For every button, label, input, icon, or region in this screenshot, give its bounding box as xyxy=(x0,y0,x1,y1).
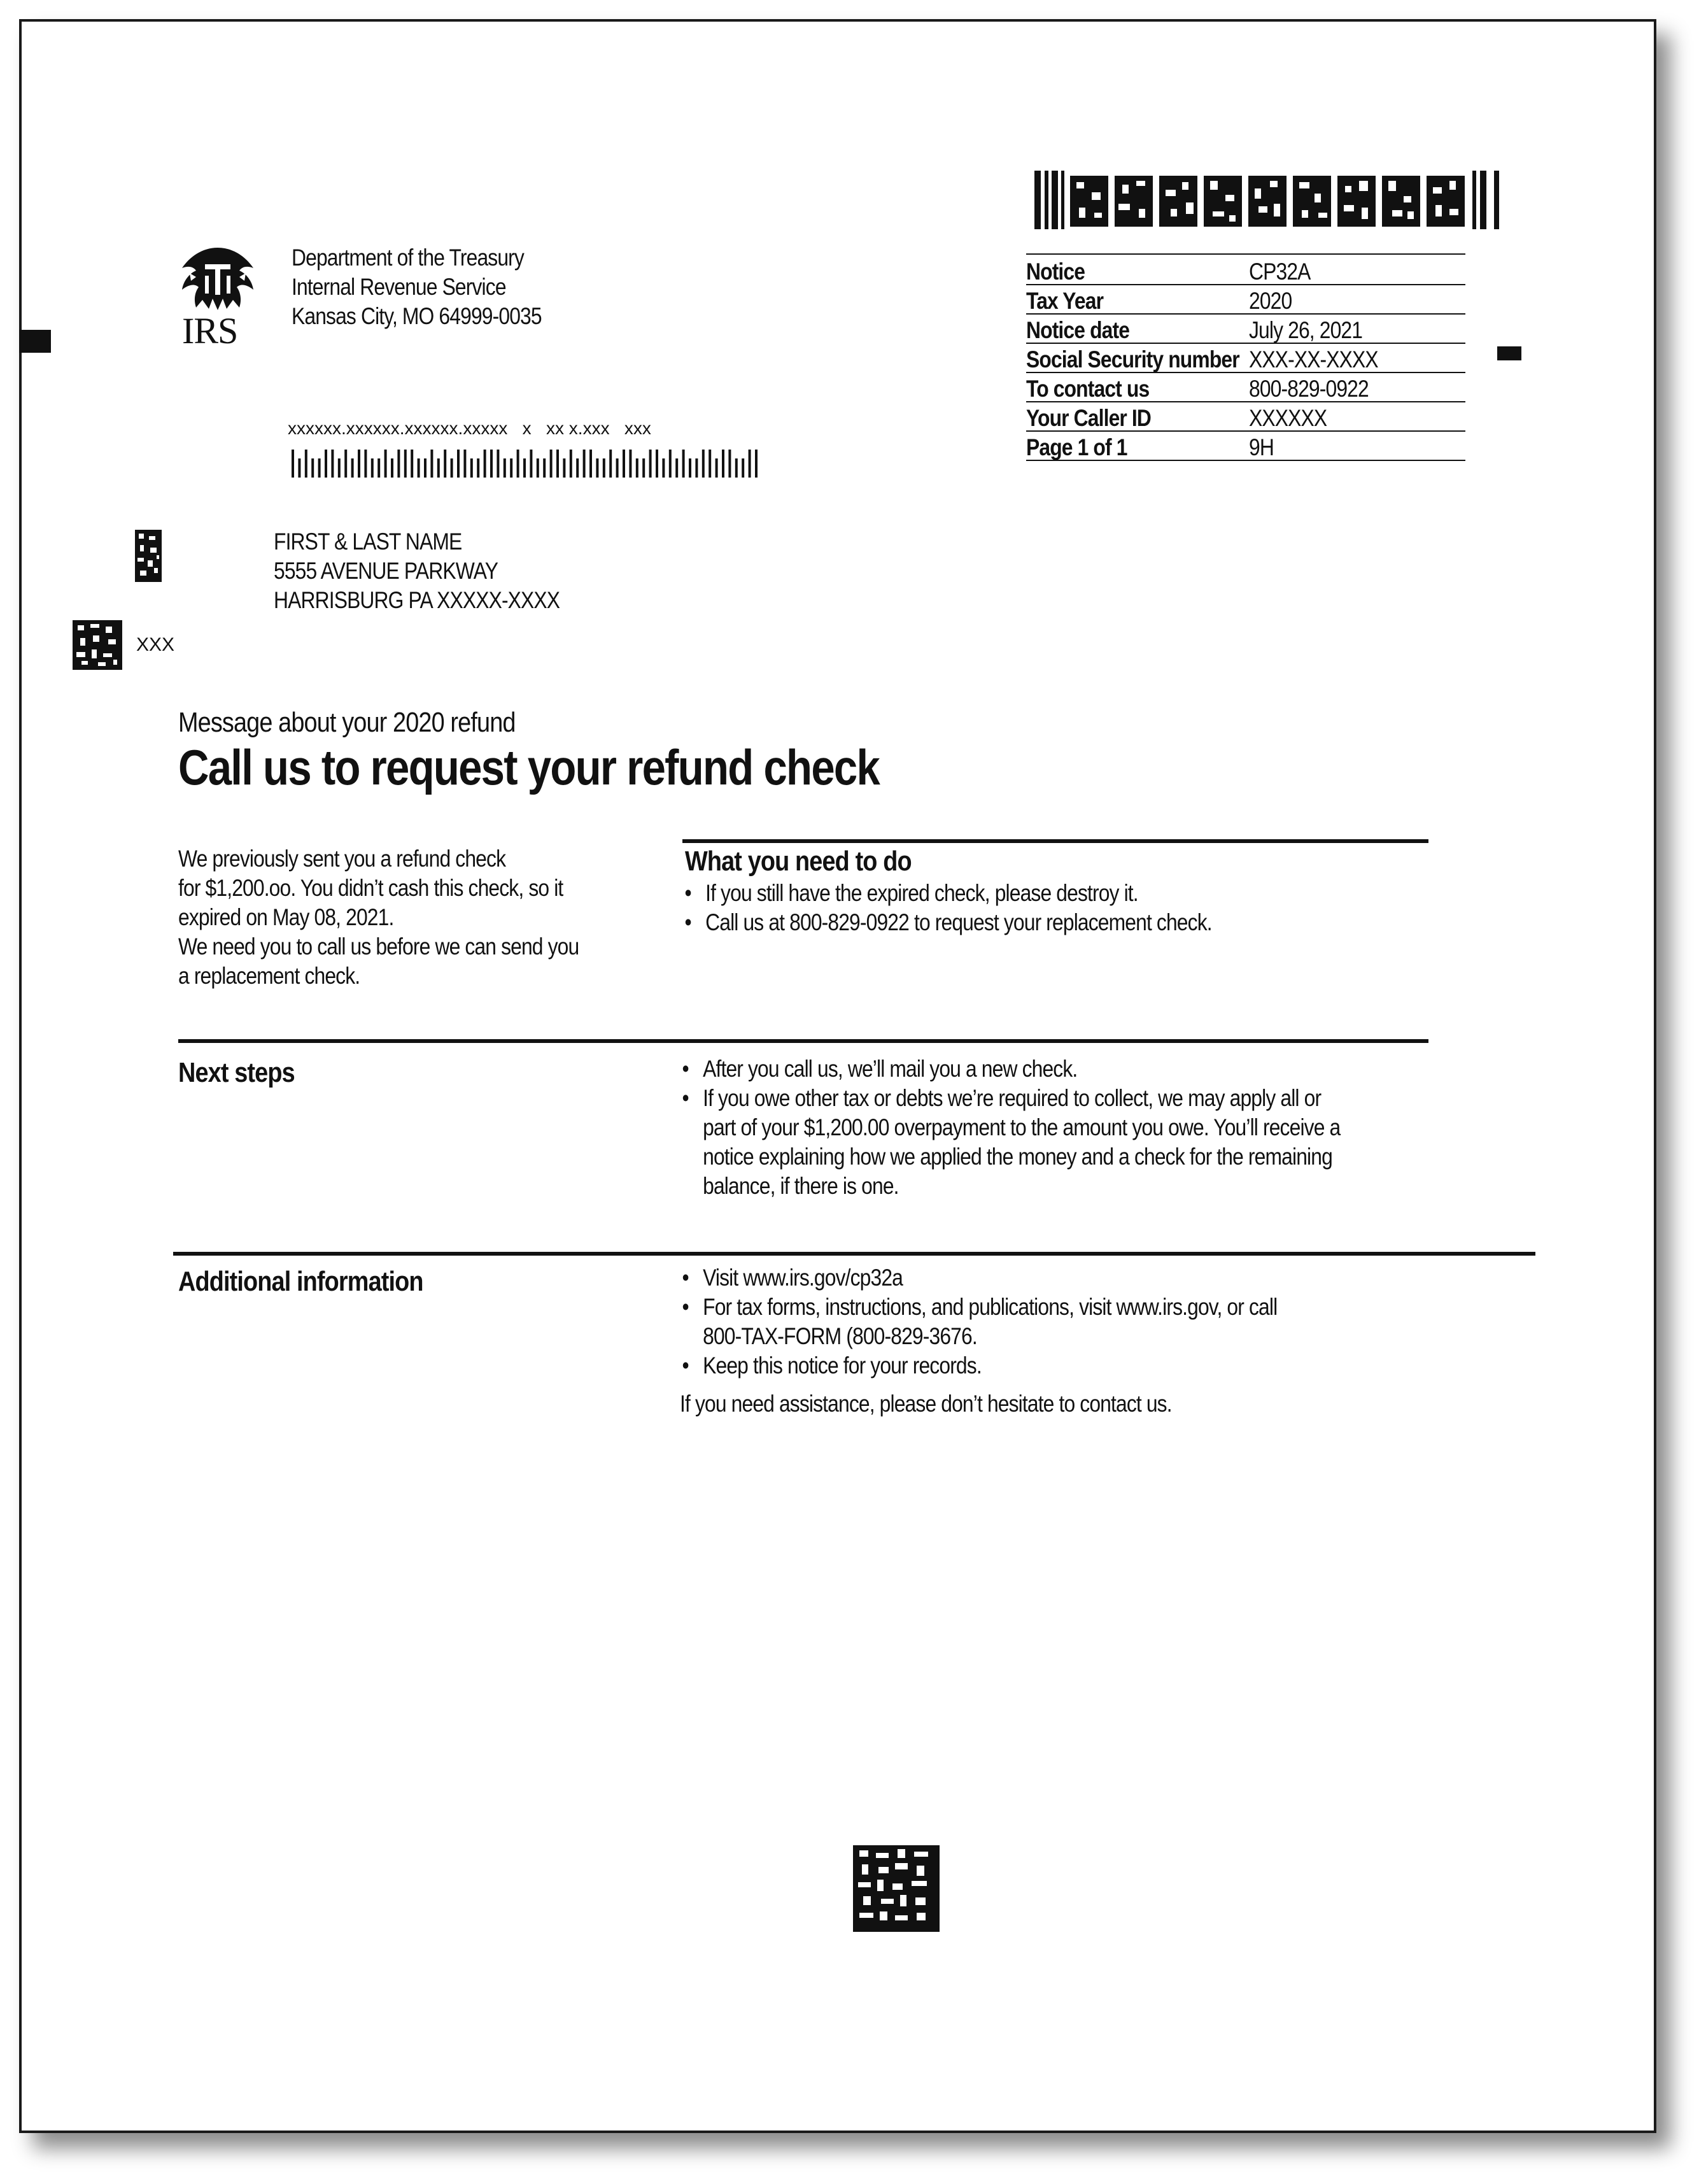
postal-bar xyxy=(629,450,631,478)
info-value: 9H xyxy=(1249,434,1274,460)
list-item: • Visit www.irs.gov/cp32a xyxy=(680,1263,1293,1293)
what-to-do-heading: What you need to do xyxy=(685,846,912,877)
postal-bar xyxy=(318,458,321,478)
intro-paragraph xyxy=(178,844,579,991)
info-row xyxy=(1026,313,1465,344)
postal-bar xyxy=(749,450,751,478)
notice-info-table xyxy=(1026,253,1465,464)
postal-bar xyxy=(292,450,294,478)
postal-bar xyxy=(550,450,553,478)
list-item: • Keep this notice for your records. xyxy=(680,1351,1293,1380)
info-label: Social Security number xyxy=(1026,346,1239,372)
next-steps-heading: Next steps xyxy=(178,1057,295,1088)
next-steps-list xyxy=(680,1054,1358,1201)
intro-line: expired on May 08, 2021. xyxy=(178,904,394,930)
info-label: Notice date xyxy=(1026,317,1130,343)
info-row xyxy=(1026,343,1465,373)
postal-bar xyxy=(689,458,691,478)
postal-bar xyxy=(424,458,427,478)
list-item: • If you owe other tax or debts we’re required to collect, we may apply all or part of your $1,200.00 overpayment to the amount you owe. You’ll receive a notice explaining how we applied the money and a check for the remaining balance, if there is one. xyxy=(680,1084,1358,1201)
closing-line: If you need assistance, please don’t hesitate to contact us. xyxy=(680,1391,1172,1417)
postal-bar xyxy=(490,450,493,478)
sender-line: Internal Revenue Service xyxy=(292,274,506,300)
postal-bar xyxy=(742,458,744,478)
message-subtitle: Message about your 2020 refund xyxy=(178,707,516,738)
postal-bar xyxy=(589,450,592,478)
postal-bar xyxy=(728,450,731,478)
postal-bar xyxy=(623,450,625,478)
postal-bar xyxy=(596,458,598,478)
postal-bar xyxy=(702,450,705,478)
postal-bar xyxy=(695,458,698,478)
postal-bar xyxy=(344,450,347,478)
additional-info-heading: Additional information xyxy=(178,1266,423,1297)
bottom-datamatrix xyxy=(853,1845,940,1932)
recipient-line: 5555 AVENUE PARKWAY xyxy=(274,558,498,584)
postal-bar xyxy=(576,458,579,478)
postal-bar xyxy=(477,458,479,478)
recipient-line: FIRST & LAST NAME xyxy=(274,528,462,555)
list-item: • Call us at 800-829-0922 to request your replacement check. xyxy=(682,908,1339,937)
info-label: Notice xyxy=(1026,259,1085,285)
postal-bar xyxy=(556,450,559,478)
postal-bar xyxy=(377,458,380,478)
next-steps-rule xyxy=(178,1039,1428,1043)
postal-bar xyxy=(755,450,758,478)
info-value: July 26, 2021 xyxy=(1249,317,1363,343)
recipient-datamatrix xyxy=(73,620,122,670)
postal-bar xyxy=(616,458,619,478)
irs-eagle-icon xyxy=(177,245,258,313)
info-label: Your Caller ID xyxy=(1026,405,1152,431)
info-value: 2020 xyxy=(1249,288,1292,314)
postal-bar xyxy=(351,458,354,478)
postal-bar xyxy=(338,458,341,478)
postal-bar xyxy=(583,450,586,478)
postal-bar xyxy=(543,458,546,478)
info-label: Tax Year xyxy=(1026,288,1104,314)
postal-bar xyxy=(716,458,718,478)
info-row xyxy=(1026,430,1465,461)
postal-bar xyxy=(404,450,407,478)
additional-info-list xyxy=(680,1263,1293,1380)
postal-bar xyxy=(331,450,334,478)
sender-line: Kansas City, MO 64999-0035 xyxy=(292,303,542,329)
info-row xyxy=(1026,401,1465,432)
postal-bar xyxy=(636,458,638,478)
registration-mark-left xyxy=(19,330,51,353)
postal-bar xyxy=(358,450,360,478)
intro-line: a replacement check. xyxy=(178,963,360,989)
postal-barcode xyxy=(290,448,774,480)
postal-bar xyxy=(510,458,512,478)
info-value: XXX-XX-XXXX xyxy=(1249,346,1378,372)
postal-bar xyxy=(437,458,440,478)
postal-bar xyxy=(735,458,738,478)
postal-bar xyxy=(484,450,486,478)
list-item: • After you call us, we’ll mail you a new check. xyxy=(680,1054,1358,1084)
info-row xyxy=(1026,284,1465,315)
top-barcode xyxy=(1034,171,1505,229)
postal-bar xyxy=(675,458,678,478)
sender-address xyxy=(292,243,542,331)
postal-bar xyxy=(305,450,307,478)
postal-bar xyxy=(391,458,393,478)
postal-bar xyxy=(656,450,658,478)
list-item: • For tax forms, instructions, and publications, visit www.irs.gov, or call 800-TAX-FORM (800-829-3676. xyxy=(680,1293,1293,1351)
postal-bar xyxy=(457,450,460,478)
info-row xyxy=(1026,255,1465,285)
postal-bar xyxy=(418,458,420,478)
postal-bar xyxy=(298,458,300,478)
postal-bar xyxy=(311,458,314,478)
intro-line: We previously sent you a refund check xyxy=(178,846,506,872)
postal-bar xyxy=(430,450,433,478)
postal-bar xyxy=(470,458,473,478)
list-item: • If you still have the expired check, please destroy it. xyxy=(682,879,1339,908)
mail-code-line: xxxxxx.xxxxxx.xxxxxx.xxxxx x xx x.xxx xxx xyxy=(288,418,651,438)
postal-bar xyxy=(642,458,645,478)
postal-bar xyxy=(537,458,539,478)
recipient-address xyxy=(274,527,560,615)
recipient-code: XXX xyxy=(136,634,175,655)
intro-line: We need you to call us before we can send you xyxy=(178,933,579,960)
postal-bar xyxy=(649,450,652,478)
registration-mark-right xyxy=(1497,346,1521,360)
sender-line: Department of the Treasury xyxy=(292,245,524,271)
postal-bar xyxy=(444,450,446,478)
postal-bar xyxy=(397,450,400,478)
postal-bar xyxy=(563,458,565,478)
postal-bar xyxy=(364,450,367,478)
recipient-2d-code xyxy=(135,530,162,582)
postal-bar xyxy=(371,458,374,478)
info-value: CP32A xyxy=(1249,259,1311,285)
postal-bar xyxy=(325,450,327,478)
recipient-line: HARRISBURG PA XXXXX-XXXX xyxy=(274,587,560,613)
info-label: To contact us xyxy=(1026,376,1150,402)
info-row xyxy=(1026,372,1465,402)
postal-bar xyxy=(722,450,724,478)
additional-info-rule xyxy=(173,1252,1535,1256)
postal-bar xyxy=(504,458,506,478)
postal-bar xyxy=(463,450,466,478)
postal-bar xyxy=(411,450,413,478)
postal-bar xyxy=(708,450,711,478)
postal-bar xyxy=(570,450,572,478)
what-to-do-rule xyxy=(682,839,1428,843)
info-value: 800-829-0922 xyxy=(1249,376,1369,402)
irs-logo-text: IRS xyxy=(182,310,238,351)
what-to-do-list xyxy=(682,879,1339,937)
postal-bar xyxy=(662,458,665,478)
postal-bar xyxy=(451,458,453,478)
intro-line: for $1,200.oo. You didn’t cash this check, so it xyxy=(178,875,563,901)
postal-bar xyxy=(530,450,532,478)
info-label: Page 1 of 1 xyxy=(1026,434,1127,460)
postal-bar xyxy=(384,450,387,478)
postal-bar xyxy=(669,450,672,478)
postal-bar xyxy=(603,458,605,478)
postal-bar xyxy=(609,450,612,478)
postal-bar xyxy=(523,458,526,478)
page-title: Call us to request your refund check xyxy=(178,739,880,795)
postal-bar xyxy=(497,450,499,478)
postal-bar xyxy=(682,450,685,478)
postal-bar xyxy=(517,450,519,478)
info-value: XXXXXX xyxy=(1249,405,1327,431)
